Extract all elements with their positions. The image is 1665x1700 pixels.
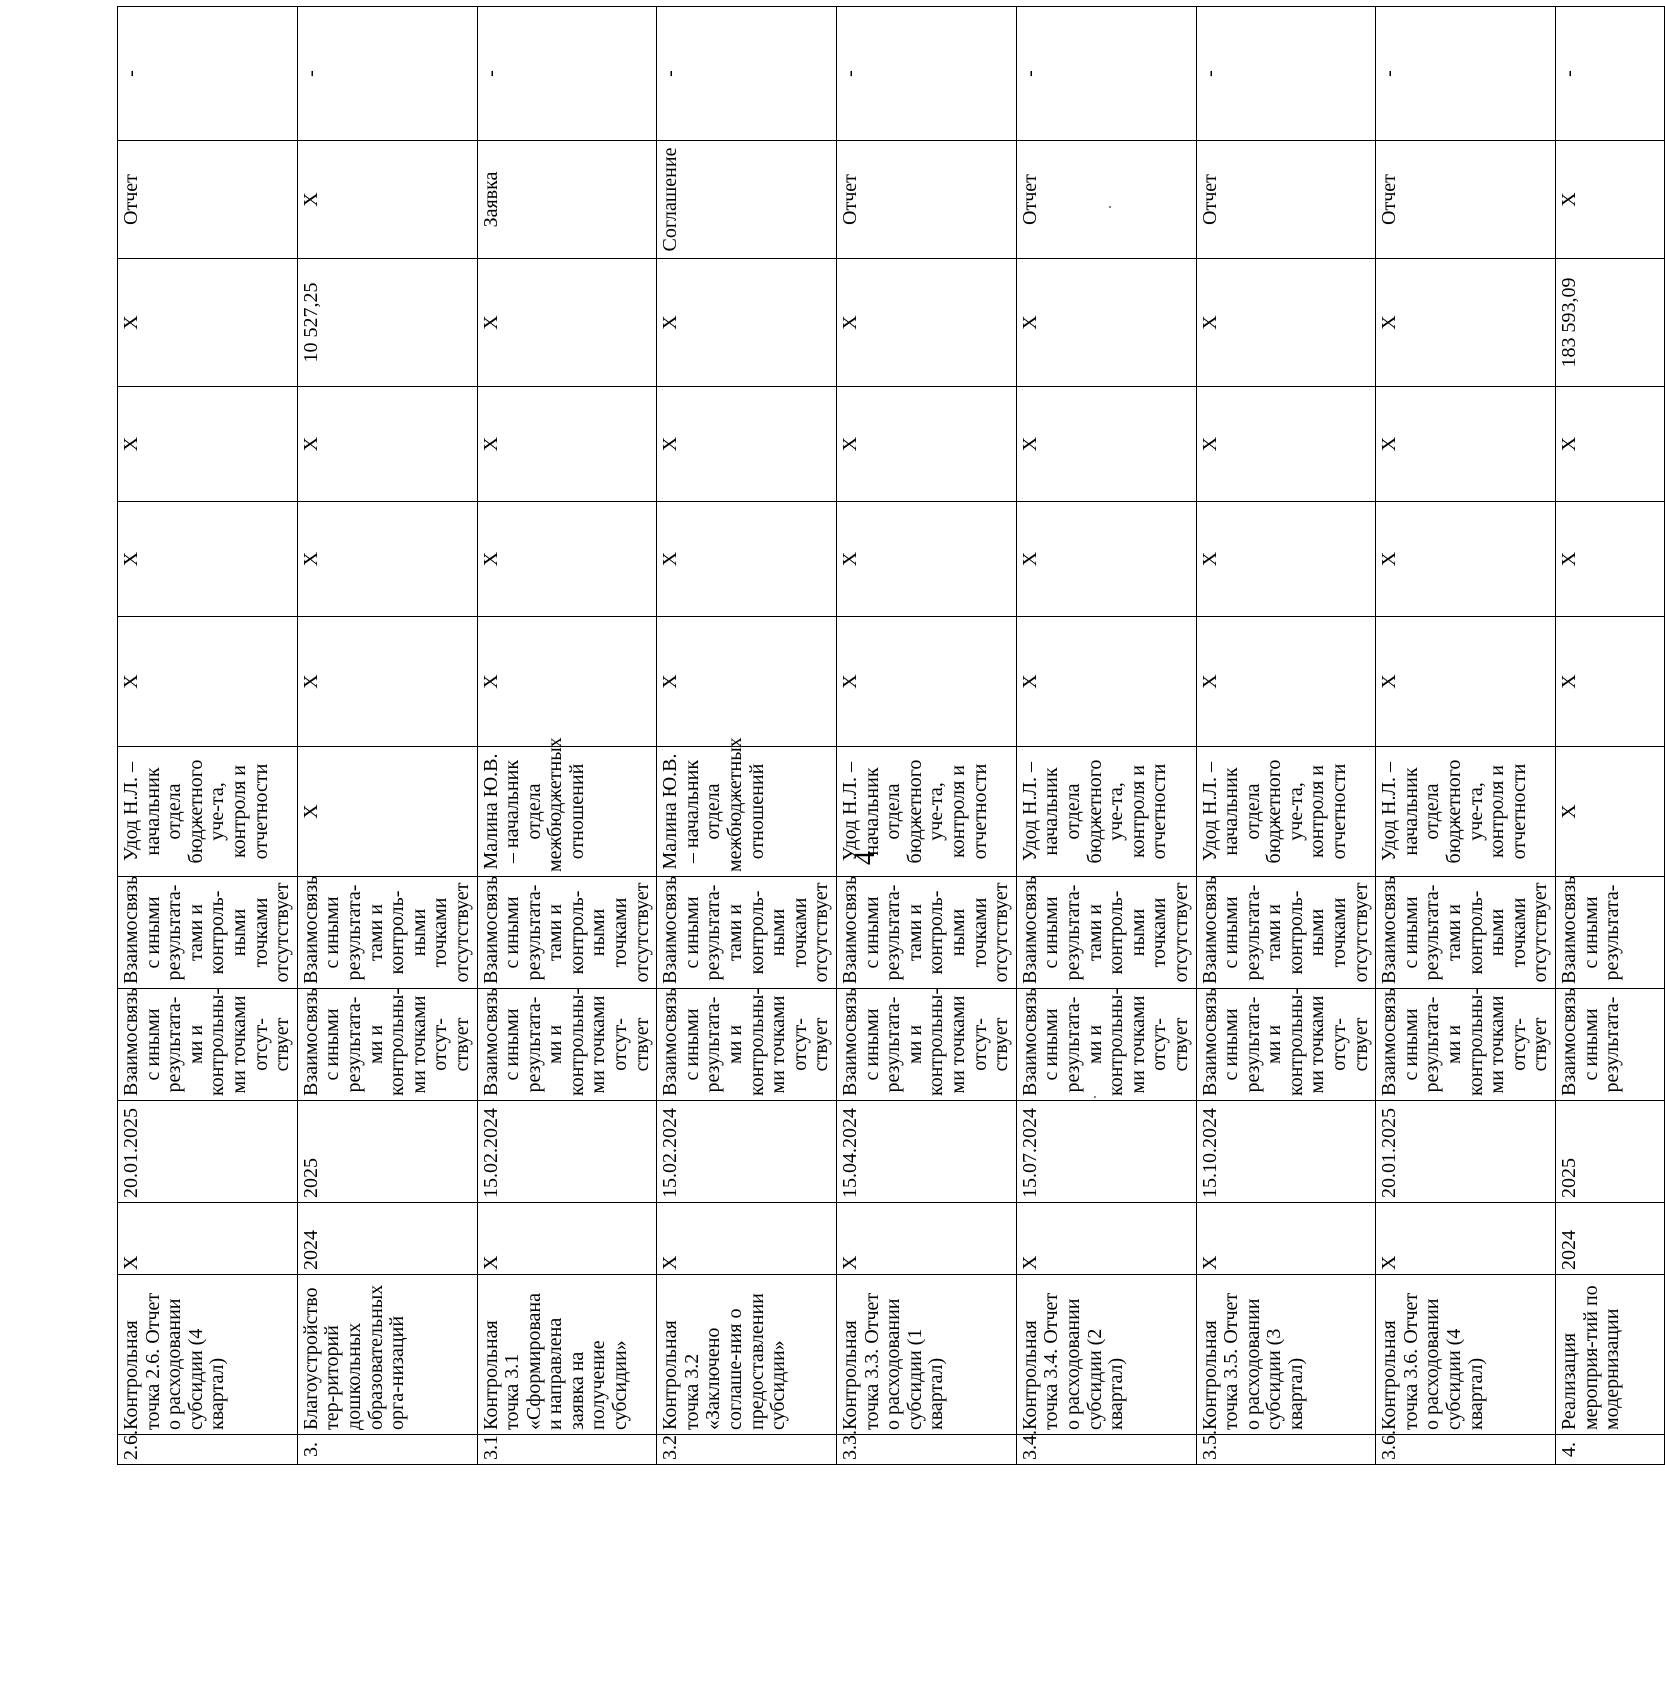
amount-cell: X [118, 259, 298, 387]
cell-7: X [1556, 617, 1665, 747]
link-prev-cell: Взаимосвязь с иными результата-ми и контрольны-ми точками отсут-ствует [657, 989, 837, 1101]
cell-9: X [657, 387, 837, 502]
cell-8: X [477, 502, 657, 617]
cell-8: X [118, 502, 298, 617]
cell-9: X [118, 387, 298, 502]
document-cell: Отчет [837, 141, 1017, 259]
link-next-cell: Взаимосвязь с иными результата-тами и контроль-ными точками отсутствует [1376, 877, 1556, 989]
link-next-cell: Взаимосвязь с иными результата-тами и контроль-ными точками отсутствует [1196, 877, 1376, 989]
responsible-cell: X [1556, 747, 1665, 877]
link-next-cell: Взаимосвязь с иными результата-тами и контроль-ными точками отсутствует [657, 877, 837, 989]
end-cell: 15.10.2024 [1196, 1101, 1376, 1203]
link-prev-cell: Взаимосвязь с иными результата-ми и контрольны-ми точками отсут-ствует [1196, 989, 1376, 1101]
note-cell: - [1016, 7, 1196, 141]
end-cell: 20.01.2025 [118, 1101, 298, 1203]
link-prev-cell: Взаимосвязь с иными результата-ми и контрольны-ми точками отсут-ствует [1376, 989, 1556, 1101]
end-cell: 15.02.2024 [657, 1101, 837, 1203]
document-cell: Отчет [118, 141, 298, 259]
amount-cell: X [837, 259, 1017, 387]
start-cell: X [1016, 1203, 1196, 1275]
cell-7: X [297, 617, 477, 747]
document-cell: Заявка [477, 141, 657, 259]
note-cell: - [118, 7, 298, 141]
cell-8: X [1556, 502, 1665, 617]
responsible-cell: Удод Н.Л. – начальник отдела бюджетного уче-та, контроля и отчетности [1196, 747, 1376, 877]
start-cell: 2024 [1556, 1203, 1665, 1275]
end-cell: 20.01.2025 [1376, 1101, 1556, 1203]
link-prev-cell: Взаимосвязь с иными результата-ми и контрольны-ми точками отсут-ствует [118, 989, 298, 1101]
name-cell: Контрольная точка 3.6. Отчет о расходовании субсидии (4 квартал) [1376, 1275, 1556, 1435]
cell-9: X [1016, 387, 1196, 502]
amount-cell: 183 593,09 [1556, 259, 1665, 387]
end-cell: 2025 [1556, 1101, 1665, 1203]
responsible-cell: X [297, 747, 477, 877]
document-cell: Отчет [1196, 141, 1376, 259]
cell-8: X [1016, 502, 1196, 617]
cell-9: X [1376, 387, 1556, 502]
document-cell: X [1556, 141, 1665, 259]
name-cell: Контрольная точка 2.6. Отчет о расходовании субсидии (4 квартал) [118, 1275, 298, 1435]
link-prev-cell: Взаимосвязь с иными результата- [1556, 989, 1665, 1101]
start-cell: X [477, 1203, 657, 1275]
amount-cell: X [1196, 259, 1376, 387]
link-prev-cell: Взаимосвязь с иными результата-ми и контрольны-ми точками отсут-ствует [837, 989, 1017, 1101]
link-prev-cell: Взаимосвязь с иными результата-ми и контрольны-ми точками отсут-ствует [297, 989, 477, 1101]
row-number-cell: 3. [297, 1435, 477, 1465]
start-cell: X [118, 1203, 298, 1275]
cell-8: X [1196, 502, 1376, 617]
document-cell: Соглашение [657, 141, 837, 259]
link-prev-cell: Взаимосвязь с иными результата-ми и контрольны-ми точками отсут-ствует [477, 989, 657, 1101]
table-row [118, 7, 298, 1465]
note-cell: - [837, 7, 1017, 141]
row-number-cell: 3.6. [1376, 1435, 1556, 1465]
cell-7: X [1376, 617, 1556, 747]
link-next-cell: Взаимосвязь с иными результата-тами и контроль-ными точками отсутствует [1016, 877, 1196, 989]
amount-cell: 10 527,25 [297, 259, 477, 387]
table-row [837, 7, 1017, 1465]
name-cell: Реализация мероприя-тий по модернизации [1556, 1275, 1665, 1435]
start-cell: X [1376, 1203, 1556, 1275]
table-row [1196, 7, 1376, 1465]
cell-7: X [477, 617, 657, 747]
cell-7: X [1016, 617, 1196, 747]
name-cell: Контрольная точка 3.4. Отчет о расходовании субсидии (2 квартал) [1016, 1275, 1196, 1435]
end-cell: 15.04.2024 [837, 1101, 1017, 1203]
responsible-cell: Удод Н.Л. – начальник отдела бюджетного уче-та, контроля и отчетности [1376, 747, 1556, 877]
note-cell: - [477, 7, 657, 141]
document-cell: Отчет [1016, 141, 1196, 259]
control-points-table [117, 6, 1665, 1465]
link-next-cell: Взаимосвязь с иными результата-тами и контроль-ными точками отсутствует [297, 877, 477, 989]
note-cell: - [1556, 7, 1665, 141]
note-cell: - [297, 7, 477, 141]
table-row [1016, 7, 1196, 1465]
link-prev-cell: Взаимосвязь с иными результата-ми и контрольны-ми точками отсут-ствует [1016, 989, 1196, 1101]
amount-cell: X [1016, 259, 1196, 387]
link-next-cell: Взаимосвязь с иными результата-тами и контроль-ными точками отсутствует [118, 877, 298, 989]
cell-9: X [837, 387, 1017, 502]
cell-8: X [837, 502, 1017, 617]
responsible-cell: Удод Н.Л. – начальник отдела бюджетного уче-та, контроля и отчетности [1016, 747, 1196, 877]
responsible-cell: Удод Н.Л. – начальник отдела бюджетного уче-та, контроля и отчетности [118, 747, 298, 877]
link-next-cell: Взаимосвязь с иными результата- [1556, 877, 1665, 989]
start-cell: X [837, 1203, 1017, 1275]
cell-9: X [1196, 387, 1376, 502]
note-cell: - [657, 7, 837, 141]
cell-9: X [297, 387, 477, 502]
row-number-cell: 4. [1556, 1435, 1665, 1465]
amount-cell: X [477, 259, 657, 387]
cell-7: X [837, 617, 1017, 747]
cell-9: X [1556, 387, 1665, 502]
table-row [297, 7, 477, 1465]
end-cell: 15.07.2024 [1016, 1101, 1196, 1203]
cell-7: X [657, 617, 837, 747]
table-row [657, 7, 837, 1465]
table-row [1556, 7, 1665, 1465]
start-cell: 2024 [297, 1203, 477, 1275]
name-cell: Контрольная точка 3.1 «Сформирована и направлена заявка на получение субсидии» [477, 1275, 657, 1435]
name-cell: Благоустройство тер-риторий дошкольных образовательных орга-низаций [297, 1275, 477, 1435]
cell-8: X [1376, 502, 1556, 617]
note-cell: - [1196, 7, 1376, 141]
document-cell: Отчет [1376, 141, 1556, 259]
responsible-cell: Удод Н.Л. – начальник отдела бюджетного уче-та, контроля и отчетности [837, 747, 1017, 877]
link-next-cell: Взаимосвязь с иными результата-тами и контроль-ными точками отсутствует [837, 877, 1017, 989]
row-number-cell: 3.2 [657, 1435, 837, 1465]
start-cell: X [1196, 1203, 1376, 1275]
row-number-cell: 3.3. [837, 1435, 1017, 1465]
table-row [477, 7, 657, 1465]
document-cell: X [297, 141, 477, 259]
row-number-cell: 2.6. [118, 1435, 298, 1465]
name-cell: Контрольная точка 3.2 «Заключено соглаше-ния о предоставлении субсидии» [657, 1275, 837, 1435]
table-row [1376, 7, 1556, 1465]
cell-9: X [477, 387, 657, 502]
row-number-cell: 3.4. [1016, 1435, 1196, 1465]
page-number: 4 [850, 851, 881, 865]
amount-cell: X [657, 259, 837, 387]
end-cell: 15.02.2024 [477, 1101, 657, 1203]
link-next-cell: Взаимосвязь с иными результата-тами и контроль-ными точками отсутствует [477, 877, 657, 989]
cell-8: X [297, 502, 477, 617]
name-cell: Контрольная точка 3.3. Отчет о расходовании субсидии (1 квартал) [837, 1275, 1017, 1435]
end-cell: 2025 [297, 1101, 477, 1203]
responsible-cell: Малина Ю.В. – начальник отдела межбюджетных отношений [657, 747, 837, 877]
amount-cell: X [1376, 259, 1556, 387]
scan-mark: · [1100, 204, 1120, 210]
cell-7: X [118, 617, 298, 747]
responsible-cell: Малина Ю.В. – начальник отдела межбюджетных отношений [477, 747, 657, 877]
cell-7: X [1196, 617, 1376, 747]
row-number-cell: 3.1 [477, 1435, 657, 1465]
row-number-cell: 3.5. [1196, 1435, 1376, 1465]
name-cell: Контрольная точка 3.5. Отчет о расходовании субсидии (3 квартал) [1196, 1275, 1376, 1435]
start-cell: X [657, 1203, 837, 1275]
scan-mark: · [1085, 1094, 1105, 1100]
cell-8: X [657, 502, 837, 617]
note-cell: - [1376, 7, 1556, 141]
